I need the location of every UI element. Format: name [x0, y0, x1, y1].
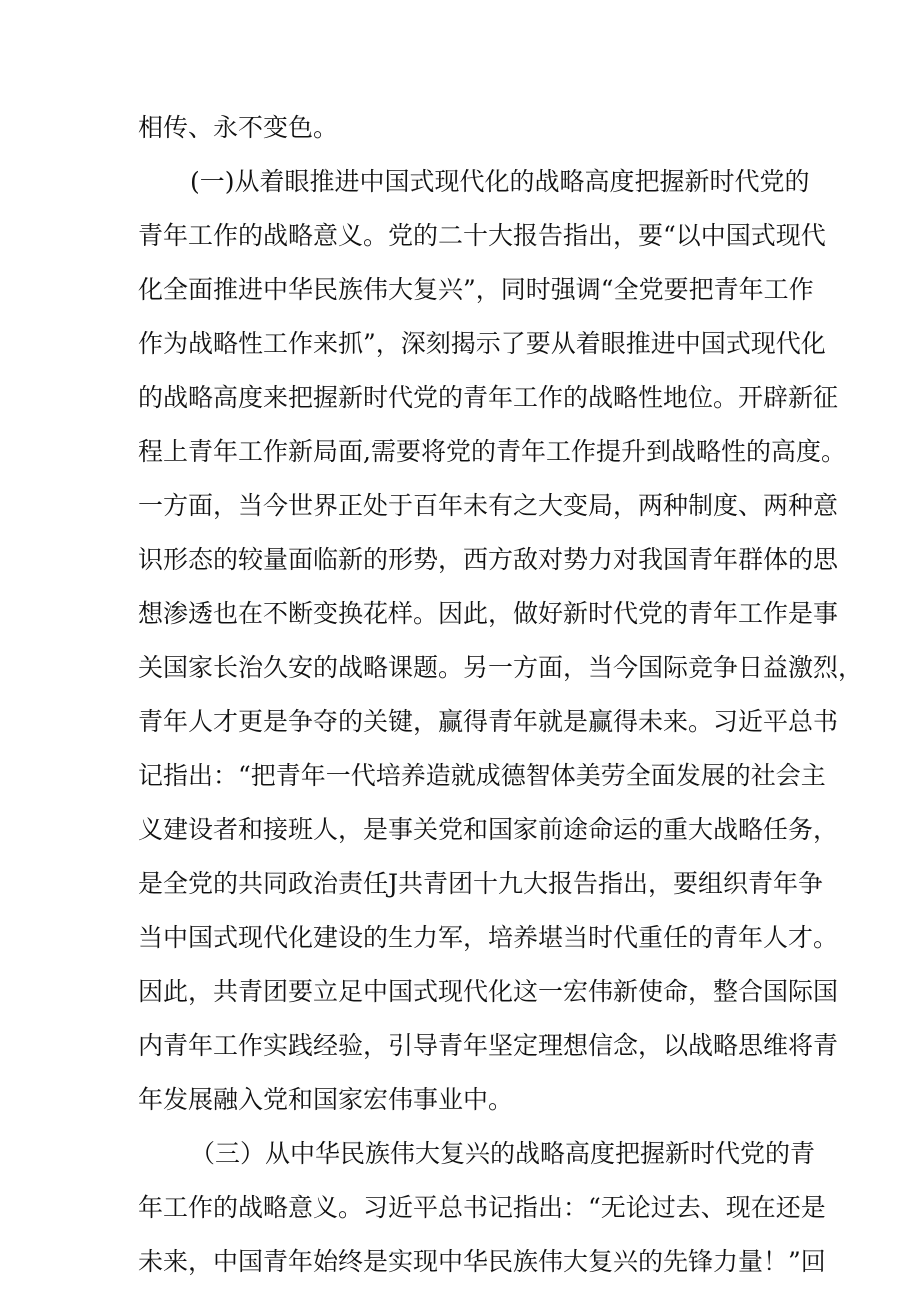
text-line: 是全党的共同政治责任J共青团十九大报告指出，要组织青年争 — [138, 869, 824, 898]
text-line: 年工作的战略意义。习近平总书记指出：“无论过去、现在还是 — [138, 1193, 826, 1222]
text-line: 义建设者和接班人，是事关党和国家前途命运的重大战略任务， — [138, 815, 839, 844]
text-line: 相传、永不变色。 — [138, 113, 339, 142]
text-line: 一方面，当今世界正处于百年未有之大变局，两种制度、两种意 — [138, 491, 839, 520]
text-line: 当中国式现代化建设的生力军，培养堪当时代重任的青年人才。 — [138, 923, 839, 952]
text-line: 年发展融入党和国家宏伟事业中。 — [138, 1085, 514, 1114]
text-line: 作为战略性工作来抓”，深刻揭示了要从着眼推进中国式现代化 — [138, 329, 826, 358]
text-line: 记指出：“把青年一代培养造就成德智体美劳全面发展的社会主 — [138, 761, 826, 790]
text-line: 内青年工作实践经验，引导青年坚定理想信念，以战略思维将青 — [138, 1031, 839, 1060]
text-line: 化全面推进中华民族伟大复兴”，同时强调“全党要把青年工作 — [138, 275, 814, 304]
text-line: 程上青年工作新局面,需要将党的青年工作提升到战略性的高度。 — [138, 437, 846, 466]
text-line: 青年人才更是争夺的关键，赢得青年就是赢得未来。习近平总书 — [138, 707, 839, 736]
text-line: 的战略高度来把握新时代党的青年工作的战略性地位。开辟新征 — [138, 383, 839, 412]
section-heading-line: (一)从着眼推进中国式现代化的战略高度把握新时代党的 — [190, 167, 810, 196]
text-line: 想渗透也在不断变换花样。因此，做好新时代党的青年工作是事 — [138, 599, 839, 628]
section-heading-line: （三）从中华民族伟大复兴的战略高度把握新时代党的青 — [190, 1139, 816, 1168]
text-line: 青年工作的战略意义。党的二十大报告指出，要“以中国式现代 — [138, 221, 826, 250]
text-line: 未来，中国青年始终是实现中华民族伟大复兴的先锋力量！”回 — [138, 1247, 826, 1276]
text-line: 因此，共青团要立足中国式现代化这一宏伟新使命，整合国际国 — [138, 977, 839, 1006]
text-line: 识形态的较量面临新的形势，西方敌对势力对我国青年群体的思 — [138, 545, 839, 574]
text-line: 关国家长治久安的战略课题。另一方面，当今国际竞争日益激烈， — [138, 653, 864, 682]
